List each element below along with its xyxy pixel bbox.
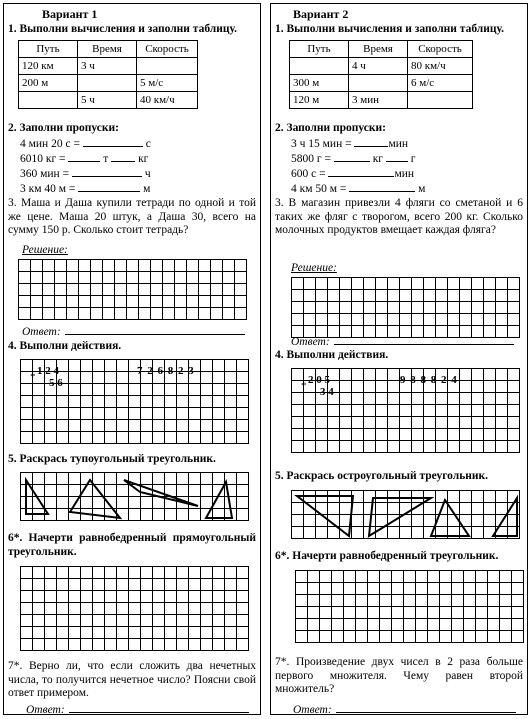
- table-cell: [137, 58, 198, 75]
- table-cell: 120 м: [290, 92, 349, 109]
- drawing-grid[interactable]: [20, 566, 249, 651]
- fill-text: 3 км 40 м =: [20, 183, 79, 195]
- multiply-sign: *: [301, 380, 307, 392]
- op-bottom: 3 4: [320, 386, 334, 398]
- triangle-4[interactable]: [493, 498, 517, 536]
- blank[interactable]: [334, 151, 370, 162]
- fill-text: 360 мин =: [20, 168, 72, 180]
- op-top: 2 0 5: [308, 374, 330, 386]
- blank[interactable]: [72, 166, 142, 177]
- variant-2-title: Вариант 2: [293, 7, 349, 21]
- table-cell: 120 км: [19, 58, 78, 75]
- table-cell: [78, 75, 137, 92]
- table-cell: 3 мин: [349, 92, 408, 109]
- table-header: Путь: [290, 41, 349, 58]
- answer-text: Ответ:: [293, 704, 332, 716]
- triangle-1[interactable]: [26, 480, 48, 514]
- solution-grid[interactable]: [18, 259, 247, 320]
- answer-label: [26, 702, 249, 717]
- blank[interactable]: [328, 166, 394, 177]
- fill-unit: кг: [138, 153, 149, 165]
- fill-line: [291, 151, 415, 166]
- answer-text: Ответ:: [26, 704, 65, 716]
- fill-line: [20, 151, 148, 166]
- table-header: Время: [349, 41, 408, 58]
- answer-blank[interactable]: [334, 334, 514, 345]
- variant-2-column: [270, 3, 528, 715]
- table-cell: 5 м/с: [137, 75, 198, 92]
- task-4-text: 4. Выполни действия.: [8, 340, 122, 352]
- fill-text: 6010 кг =: [20, 153, 69, 165]
- fill-line: [20, 166, 151, 181]
- table-header: Скорость: [137, 41, 198, 58]
- fill-line: [20, 181, 150, 196]
- variant-1-title: Вариант 1: [42, 7, 98, 21]
- fill-text: 3 ч 15 мин =: [291, 138, 355, 150]
- answer-blank[interactable]: [336, 702, 516, 713]
- fill-unit: м: [418, 183, 426, 195]
- fill-text: 4 мин 20 с =: [20, 138, 83, 150]
- blank[interactable]: [111, 151, 135, 162]
- triangles-drawing: [20, 472, 248, 520]
- op-top: 1 2 4: [37, 365, 59, 377]
- task-2-text: 2. Заполни пропуски:: [275, 122, 386, 134]
- fill-line: [291, 181, 425, 196]
- fill-line: [291, 166, 414, 181]
- table-row: [19, 58, 198, 75]
- fill-text: 4 км 50 м =: [291, 183, 350, 195]
- table-row: [290, 75, 473, 92]
- task-3-text: 3. В магазин привезли 4 фляги со сметаной и 6 таких же фляг с творогом, всего 200 кг. Сколько молочных продуктов вмещает каждая фляга?: [275, 197, 523, 236]
- solution-label: Решение:: [291, 262, 337, 274]
- table-cell: 200 м: [19, 75, 78, 92]
- table-cell: [290, 58, 349, 75]
- fill-text: 5800 г =: [291, 153, 334, 165]
- triangle-3[interactable]: [431, 500, 469, 536]
- table-header: Время: [78, 41, 137, 58]
- blank[interactable]: [83, 136, 143, 147]
- fill-line: [291, 136, 408, 151]
- table-cell: [349, 75, 408, 92]
- fill-unit: т: [103, 153, 109, 165]
- triangle-2[interactable]: [369, 498, 431, 536]
- op-bottom: 5 6: [49, 377, 63, 389]
- table-cell: 6 м/с: [408, 75, 473, 92]
- table-row: [290, 92, 473, 109]
- solution-label: Решение:: [22, 244, 68, 256]
- fill-unit: г: [410, 153, 416, 165]
- task-5-text: 5. Раскрась тупоугольный треугольник.: [8, 453, 216, 465]
- answer-blank[interactable]: [69, 702, 249, 713]
- answer-label: [293, 702, 516, 717]
- task-1-text: 1. Выполни вычисления и заполни таблицу.: [8, 23, 237, 35]
- fill-unit: ч: [144, 168, 151, 180]
- table-cell: [19, 92, 78, 109]
- triangle-3[interactable]: [124, 480, 198, 506]
- table-cell: [408, 92, 473, 109]
- triangle-4[interactable]: [206, 482, 232, 518]
- digit-sequence: 7 2 6 8 2 3: [137, 365, 195, 377]
- task-5-text: 5. Раскрась остроугольный треугольник.: [275, 470, 489, 482]
- answer-label: [291, 334, 514, 349]
- blank[interactable]: [386, 151, 408, 162]
- blank[interactable]: [68, 151, 100, 162]
- triangle-1[interactable]: [297, 496, 353, 536]
- fill-unit: с: [145, 138, 151, 150]
- table-cell: 300 м: [290, 75, 349, 92]
- triangles-drawing: [291, 490, 519, 538]
- task-6-text: 6*. Начерти равнобедренный треугольник.: [275, 550, 499, 562]
- variant-1-column: [3, 3, 261, 715]
- table-row: [19, 75, 198, 92]
- table-header: Скорость: [408, 41, 473, 58]
- fill-unit: кг: [372, 153, 384, 165]
- answer-text: Ответ:: [22, 326, 61, 338]
- task-3-text: 3. Маша и Даша купили тетради по одной и той же цене. Маша 20 штук, а Даша 30, всего на сумму 150 р. Сколько стоит тетрадь?: [8, 197, 256, 236]
- blank[interactable]: [349, 181, 415, 192]
- fill-text: 600 с =: [291, 168, 329, 180]
- task-4-text: 4. Выполни действия.: [275, 349, 389, 361]
- task-7-text: 7*. Произведение двух чисел в 2 раза больше первого множителя. Чему равен второй множитель?: [275, 656, 523, 695]
- task-2-text: 2. Заполни пропуски:: [8, 122, 119, 134]
- multiply-sign: *: [30, 371, 36, 383]
- solution-grid[interactable]: [291, 277, 520, 338]
- speed-table: [18, 40, 198, 109]
- digit-sequence: 9 8 8 8 2 4: [400, 374, 458, 386]
- task-1-text: 1. Выполни вычисления и заполни таблицу.: [275, 23, 504, 35]
- table-cell: 80 км/ч: [408, 58, 473, 75]
- table-cell: 5 ч: [78, 92, 137, 109]
- drawing-grid[interactable]: [295, 570, 524, 643]
- table-cell: 4 ч: [349, 58, 408, 75]
- answer-text: Ответ:: [291, 336, 330, 348]
- table-cell: 40 км/ч: [137, 92, 198, 109]
- fill-unit: м: [143, 183, 151, 195]
- answer-blank[interactable]: [65, 324, 245, 335]
- table-cell: 3 ч: [78, 58, 137, 75]
- fill-unit: мин: [388, 138, 409, 150]
- blank[interactable]: [354, 136, 388, 147]
- task-7-text: 7*. Верно ли, что если сложить два нечетных числа, то получится нечетное число? Поясни свой ответ примером.: [8, 660, 256, 699]
- table-row: [290, 58, 473, 75]
- table-row: [19, 92, 198, 109]
- fill-unit: мин: [394, 168, 415, 180]
- answer-label: [22, 324, 245, 339]
- fill-line: [20, 136, 151, 151]
- blank[interactable]: [78, 181, 140, 192]
- triangle-2[interactable]: [70, 480, 120, 518]
- task-6-text: 6*. Начерти равнобедренный прямоугольный треугольник.: [8, 532, 256, 558]
- speed-table: [289, 40, 473, 109]
- table-header: Путь: [19, 41, 78, 58]
